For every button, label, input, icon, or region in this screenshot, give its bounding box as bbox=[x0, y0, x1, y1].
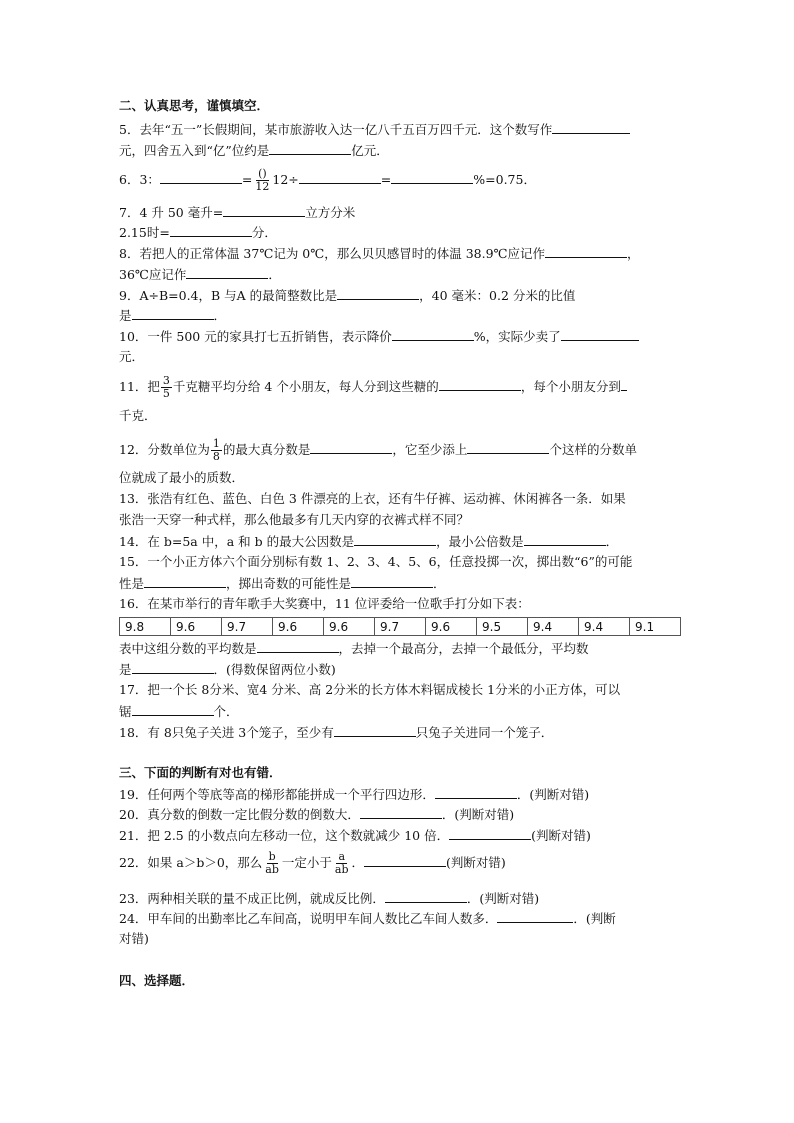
question-text: %=0.75． bbox=[473, 172, 536, 187]
question-text: 个． bbox=[213, 704, 239, 719]
question-text: 元． bbox=[119, 349, 145, 364]
question-8-cont bbox=[119, 266, 281, 283]
answer-blank[interactable] bbox=[170, 224, 252, 237]
question-text: 是 bbox=[119, 308, 132, 323]
question-text: ，每个小朋友分到 bbox=[520, 379, 621, 394]
question-text: 6．3： bbox=[119, 172, 160, 187]
answer-blank[interactable] bbox=[435, 786, 517, 799]
question-17: 17．把一个长 8分米、宽4 分米、高 2分米的长方体木料锯成棱长 1分米的小正方体，可以 bbox=[119, 682, 621, 697]
answer-blank[interactable] bbox=[223, 204, 305, 217]
fraction bbox=[333, 851, 351, 876]
question-19 bbox=[119, 786, 589, 803]
question-22 bbox=[119, 850, 506, 876]
question-text: 分． bbox=[251, 225, 277, 240]
fraction-denominator: ab bbox=[334, 863, 349, 876]
question-24-cont: 对错) bbox=[119, 931, 149, 946]
answer-blank[interactable] bbox=[449, 827, 531, 840]
question-text: ． bbox=[268, 267, 281, 282]
question-text: 千克糖平均分给 4 个小朋友，每人分到这些糖的 bbox=[172, 379, 439, 394]
table-cell: 9.4 bbox=[579, 618, 630, 636]
fraction-numerator: 3 bbox=[162, 374, 170, 387]
question-18 bbox=[119, 724, 553, 741]
score-table bbox=[119, 617, 681, 636]
question-7 bbox=[119, 204, 355, 221]
question-text: ．(判断 bbox=[573, 911, 616, 926]
question-text: 23．两种相关联的量不成正比例，就成反比例． bbox=[119, 891, 385, 906]
answer-blank[interactable] bbox=[391, 171, 473, 184]
answer-blank[interactable] bbox=[364, 854, 446, 867]
question-text: 10．一件 500 元的家具打七五折销售，表示降价 bbox=[119, 329, 392, 344]
answer-blank[interactable] bbox=[524, 533, 606, 546]
answer-blank[interactable] bbox=[257, 640, 339, 653]
answer-blank[interactable] bbox=[337, 287, 419, 300]
answer-blank[interactable] bbox=[439, 378, 521, 391]
answer-blank[interactable] bbox=[160, 171, 242, 184]
question-text: (判断对错) bbox=[531, 828, 591, 843]
question-text: ． bbox=[351, 855, 365, 870]
question-5 bbox=[119, 121, 630, 138]
question-text: 22．如果 a＞b＞0，那么 bbox=[119, 855, 263, 870]
answer-blank[interactable] bbox=[310, 441, 392, 454]
question-12-cont bbox=[119, 470, 244, 486]
question-text: 20．真分数的倒数一定比假分数的倒数大． bbox=[119, 807, 360, 822]
question-text: 锯 bbox=[119, 704, 132, 719]
fraction bbox=[253, 168, 271, 193]
question-text: = bbox=[241, 172, 253, 187]
answer-blank[interactable] bbox=[354, 533, 436, 546]
table-cell: 9.5 bbox=[477, 618, 528, 636]
question-6 bbox=[119, 168, 536, 193]
fraction bbox=[211, 438, 222, 463]
fraction-numerator: a bbox=[338, 850, 345, 863]
question-12 bbox=[119, 437, 637, 463]
question-text: 一定小于 bbox=[281, 855, 332, 870]
question-text: 8．若把人的正常体温 37℃记为 0℃，那么贝贝感冒时的体温 38.9℃应记作 bbox=[119, 246, 546, 261]
question-text: 19．任何两个等底等高的梯形都能拼成一个平行四边形． bbox=[119, 787, 435, 802]
answer-blank[interactable] bbox=[552, 121, 630, 134]
question-text: %，实际少卖了 bbox=[473, 329, 561, 344]
question-text: ． bbox=[433, 576, 446, 591]
section-3-title: 三、下面的判断有对也有错． bbox=[119, 765, 282, 780]
question-text: ．(判断对错) bbox=[466, 891, 540, 906]
fraction bbox=[161, 375, 172, 400]
question-text: 2.15时= bbox=[119, 225, 170, 240]
question-text: 只兔子关进同一个笼子． bbox=[415, 725, 554, 740]
table-cell: 9.6 bbox=[324, 618, 375, 636]
question-13: 13．张浩有红色、蓝色、白色 3 件漂亮的上衣，还有牛仔裤、运动裤、休闲裤各一条．如果 bbox=[119, 491, 626, 506]
question-16-cont2 bbox=[119, 661, 336, 678]
question-9 bbox=[119, 287, 575, 304]
question-text: 18．有 8只兔子关进 3个笼子，至少有 bbox=[119, 725, 334, 740]
answer-blank[interactable] bbox=[351, 575, 433, 588]
answer-blank[interactable] bbox=[334, 724, 416, 737]
answer-blank[interactable] bbox=[545, 245, 627, 258]
answer-blank[interactable] bbox=[467, 441, 549, 454]
answer-blank[interactable] bbox=[385, 890, 467, 903]
table-cell: 9.7 bbox=[222, 618, 273, 636]
question-text: ， bbox=[627, 246, 640, 261]
answer-blank[interactable] bbox=[144, 575, 226, 588]
answer-blank[interactable] bbox=[621, 378, 627, 391]
fraction-numerator: b bbox=[268, 850, 276, 863]
question-text: 24．甲车间的出勤率比乙车间高，说明甲车间人数比乙车间人数多． bbox=[119, 911, 498, 926]
answer-blank[interactable] bbox=[269, 142, 351, 155]
answer-blank[interactable] bbox=[132, 703, 214, 716]
question-text: ． bbox=[213, 308, 227, 323]
question-text: 元，四舍五入到“亿”位约是 bbox=[119, 143, 270, 158]
question-14 bbox=[119, 533, 618, 550]
table-cell: 9.4 bbox=[528, 618, 579, 636]
table-cell: 9.6 bbox=[273, 618, 324, 636]
question-text: 12．分数单位为 bbox=[119, 442, 210, 457]
question-text: 是 bbox=[119, 662, 132, 677]
answer-blank[interactable] bbox=[132, 661, 214, 674]
question-23 bbox=[119, 890, 539, 907]
question-21 bbox=[119, 827, 591, 844]
fraction-numerator: () bbox=[258, 167, 267, 180]
table-cell: 9.6 bbox=[171, 618, 222, 636]
table-cell: 9.6 bbox=[426, 618, 477, 636]
question-24 bbox=[119, 910, 616, 927]
question-text: ． bbox=[605, 534, 619, 549]
answer-blank[interactable] bbox=[561, 328, 639, 341]
question-11-cont bbox=[119, 408, 157, 424]
question-text: 的最大真分数是 bbox=[222, 442, 311, 457]
fraction-denominator: 8 bbox=[212, 450, 220, 463]
question-text: 立方分米 bbox=[305, 205, 356, 220]
question-text: ．(判断对错) bbox=[441, 807, 515, 822]
fraction-denominator: ab bbox=[265, 863, 279, 876]
answer-blank[interactable] bbox=[186, 266, 268, 279]
question-text: 千克． bbox=[119, 408, 157, 423]
question-text: ．(判断对错) bbox=[516, 787, 590, 802]
question-text: 5．去年“五一”长假期间，某市旅游收入达一亿八千五百万四千元．这个数写作 bbox=[119, 122, 553, 137]
question-text: 位就成了最小的质数． bbox=[119, 470, 245, 485]
question-13-cont: 张浩一天穿一种式样，那么他最多有几天内穿的衣裤式样不同？ bbox=[119, 512, 470, 527]
question-text: 性是 bbox=[119, 576, 145, 591]
question-8 bbox=[119, 245, 640, 262]
table-cell: 9.8 bbox=[120, 618, 171, 636]
table-cell: 9.1 bbox=[630, 618, 681, 636]
table-cell: 9.7 bbox=[375, 618, 426, 636]
question-text: ，40 毫米：0.2 分米的比值 bbox=[419, 288, 576, 303]
question-text: 表中这组分数的平均数是 bbox=[119, 641, 257, 656]
table-row bbox=[120, 618, 681, 636]
question-text: 14．在 b=5a 中，a 和 b 的最大公因数是 bbox=[119, 534, 355, 549]
question-7-cont bbox=[119, 224, 277, 241]
question-text: 11．把 bbox=[119, 379, 160, 394]
question-text: 36℃应记作 bbox=[119, 267, 187, 282]
question-text: ．(得数保留两位小数) bbox=[213, 662, 336, 677]
question-text: ，去掉一个最高分，去掉一个最低分，平均数 bbox=[338, 641, 589, 656]
question-text: 9．A÷B=0.4，B 与A 的最简整数比是 bbox=[119, 288, 338, 303]
question-16: 16．在某市举行的青年歌手大奖赛中，11 位评委给一位歌手打分如下表： bbox=[119, 596, 530, 611]
answer-blank[interactable] bbox=[132, 307, 214, 320]
fraction-denominator: 12 bbox=[255, 180, 270, 193]
question-text: = bbox=[380, 172, 392, 187]
question-text: 12÷ bbox=[272, 172, 299, 187]
question-10-cont bbox=[119, 349, 144, 365]
question-text: ，最小公倍数是 bbox=[436, 534, 524, 549]
fraction bbox=[263, 851, 281, 876]
question-text: ，它至少添上 bbox=[392, 442, 468, 457]
question-text: ，掷出奇数的可能性是 bbox=[226, 576, 352, 591]
question-text: 21．把 2.5 的小数点向左移动一位，这个数就减少 10 倍． bbox=[119, 828, 450, 843]
question-17-cont bbox=[119, 703, 239, 720]
question-20 bbox=[119, 806, 514, 823]
section-2-title: 二、认真思考，谨慎填空． bbox=[119, 98, 270, 113]
question-text: 亿元． bbox=[351, 143, 389, 158]
question-15-cont bbox=[119, 575, 446, 592]
question-5-cont bbox=[119, 142, 389, 159]
question-10 bbox=[119, 328, 639, 345]
question-text: 个这样的分数单 bbox=[549, 442, 637, 457]
answer-blank[interactable] bbox=[497, 910, 573, 923]
answer-blank[interactable] bbox=[360, 806, 442, 819]
question-text: 7．4 升 50 毫升= bbox=[119, 205, 224, 220]
section-4-title: 四、选择题． bbox=[119, 973, 195, 988]
question-16-cont bbox=[119, 640, 589, 657]
answer-blank[interactable] bbox=[299, 171, 381, 184]
answer-blank[interactable] bbox=[392, 328, 474, 341]
fraction-denominator: 5 bbox=[162, 387, 170, 400]
question-15: 15．一个小正方体六个面分别标有数 1、2、3、4、5、6，任意投掷一次，掷出数“6”的可能 bbox=[119, 554, 633, 569]
fraction-numerator: 1 bbox=[212, 437, 220, 450]
question-text: (判断对错) bbox=[446, 855, 506, 870]
question-11 bbox=[119, 374, 627, 400]
question-9-cont bbox=[119, 307, 226, 324]
